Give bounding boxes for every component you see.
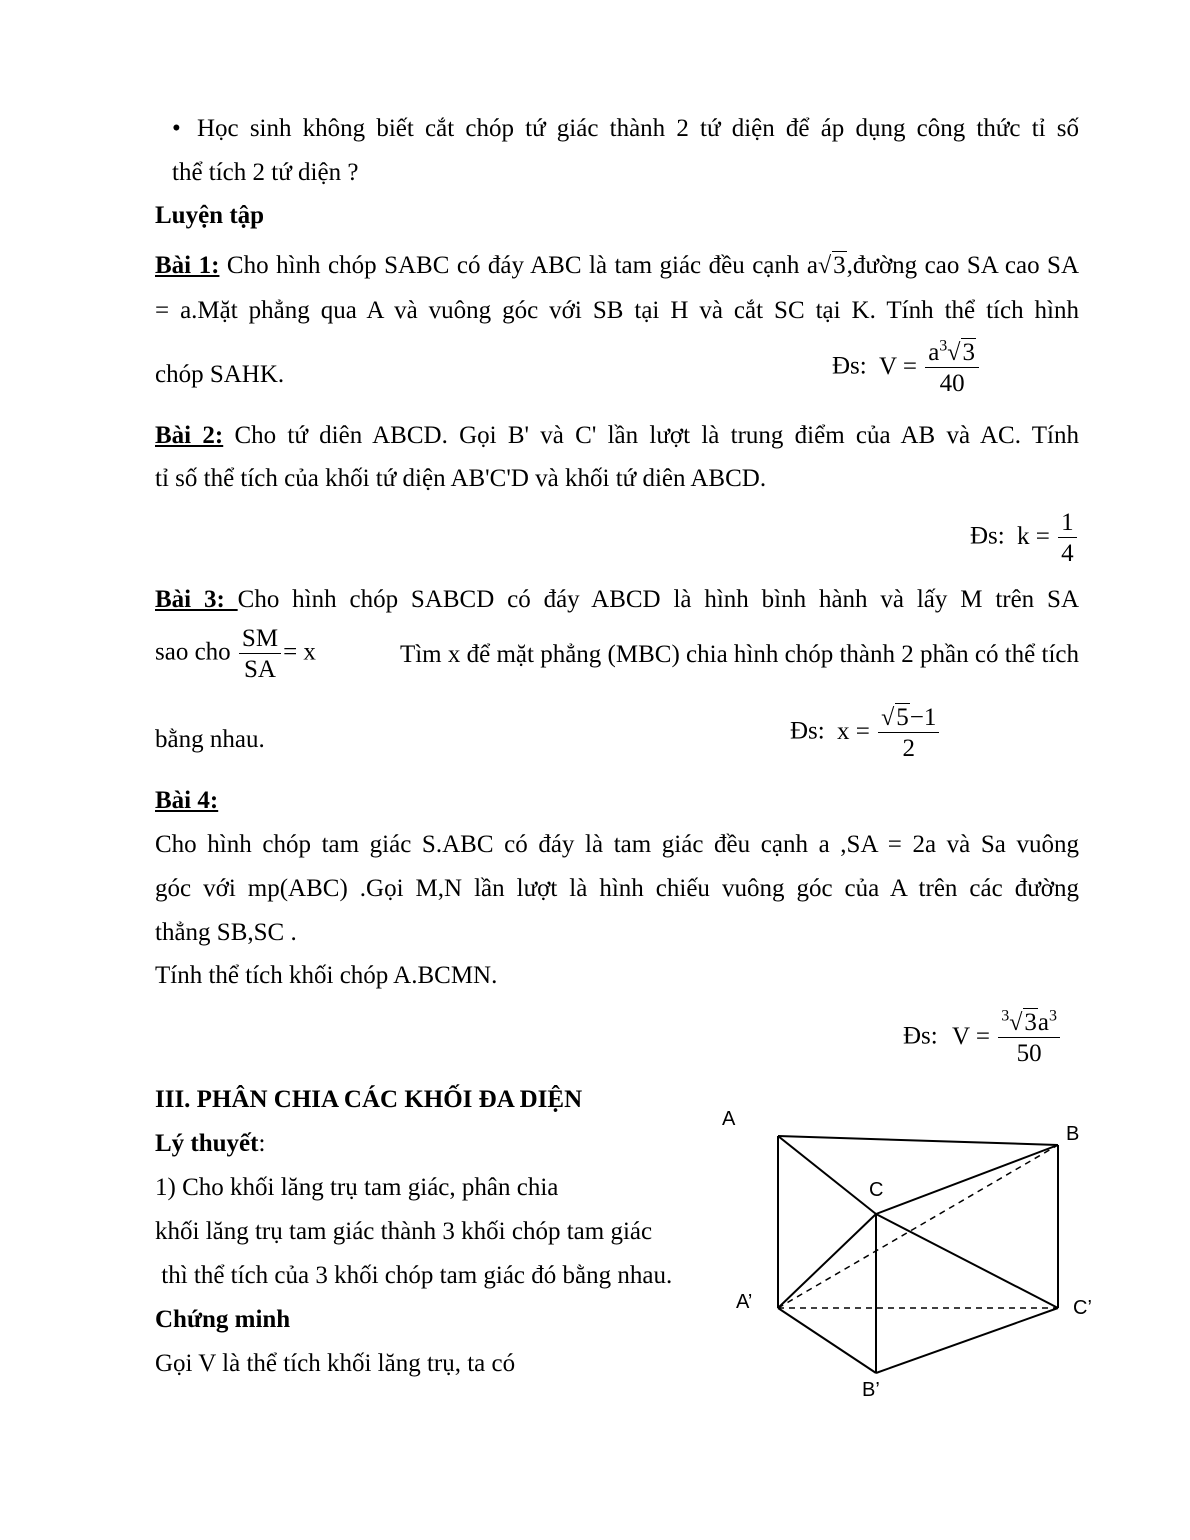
edge-Aprime-Bprime: [778, 1308, 876, 1373]
ex1-line-3: chóp SAHK.: [155, 361, 285, 388]
edge-B-C: [876, 1145, 1058, 1214]
figure-label-A-prime: A’: [736, 1291, 753, 1313]
figure-label-B-prime: B’: [862, 1379, 880, 1401]
figure-label-C: C: [869, 1179, 884, 1201]
ex1-text-a: Cho hình chóp SABC có đáy ABC là tam giác đều cạnh: [226, 252, 800, 279]
section-heading: III. PHÂN CHIA CÁC KHỐI ĐA DIỆN: [155, 1086, 583, 1113]
ex3-line-2-left: sao cho $\frac{SM}{SA}$ = x: [155, 625, 316, 683]
figure-label-B: B: [1066, 1123, 1080, 1145]
figure-label-A: A: [722, 1108, 736, 1130]
ex2-line-1: Bài 2: Cho tứ diên ABCD. Gọi B' và C' lần lượt là trung điểm của AB và AC. Tính: [155, 422, 1079, 449]
ex4-answer: Đs: V = $\frac{^3√3a^3}{50}$: [903, 1010, 1062, 1066]
edge-C-Cprime: [876, 1214, 1058, 1308]
theory-heading: Lý thuyết:: [155, 1130, 266, 1157]
ex1-math-side: a√3,đường cao SA: [806, 252, 998, 279]
edge-A-B: [778, 1136, 1058, 1145]
ex1-text-b: cao SA: [1004, 252, 1080, 279]
ex3-label: Bài 3:: [155, 586, 238, 613]
theory-item-1-line-1: 1) Cho khối lăng trụ tam giác, phân chia: [155, 1174, 559, 1201]
theory-item-1-line-3: thì thể tích của 3 khối chóp tam giác đó bằng nhau.: [155, 1262, 673, 1289]
edge-Aprime-C: [778, 1214, 876, 1308]
edge-Bprime-Cprime: [876, 1308, 1058, 1373]
ex1-line-2: = a.Mặt phẳng qua A và vuông góc với SB tại H và cắt SC tại K. Tính thể tích hình: [155, 297, 1079, 324]
practice-heading: Luyện tập: [155, 202, 265, 229]
ex2-line-2: tỉ số thể tích của khối tứ diện AB'C'D và khối tứ diên ABCD.: [155, 465, 767, 492]
ex4-line-4: Tính thể tích khối chóp A.BCMN.: [155, 962, 498, 989]
ex1-label: Bài 1:: [155, 252, 220, 279]
ex3-answer: Đs: x = $\frac{√5-1}{2}$: [790, 705, 941, 761]
edge-A-C: [778, 1136, 876, 1214]
ex3-line-1: Bài 3: Cho hình chóp SABCD có đáy ABCD là hình bình hành và lấy M trên SA: [155, 586, 1079, 613]
ex1-answer: Đs: V = $\frac{a^3√3}{40}$: [832, 340, 981, 396]
ex4-label: Bài 4:: [155, 787, 219, 814]
bullet-line-1: Học sinh không biết cắt chóp tứ giác thành 2 tứ diện để áp dụng công thức tỉ số: [197, 115, 1079, 142]
ex3-line-2-right: Tìm x để mặt phẳng (MBC) chia hình chóp thành 2 phần có thể tích: [399, 640, 1079, 668]
ex4-line-2: góc với mp(ABC) .Gọi M,N lần lượt là hình chiếu vuông góc của A trên các đường: [155, 875, 1079, 902]
bullet-line-2: thể tích 2 tứ diện ?: [172, 159, 359, 186]
ex4-line-3: thẳng SB,SC .: [155, 919, 297, 946]
bullet-symbol: •: [172, 115, 181, 142]
ex2-answer: Đs: k = $\frac{1}{4}$: [970, 510, 1079, 566]
ex3-line-3: bằng nhau.: [155, 726, 265, 753]
proof-line-1: Gọi V là thể tích khối lăng trụ, ta có: [155, 1350, 516, 1377]
proof-heading: Chứng minh: [155, 1306, 291, 1333]
figure-label-C-prime: C’: [1073, 1297, 1092, 1319]
ex2-label: Bài 2:: [155, 422, 224, 449]
theory-item-1-line-2: khối lăng trụ tam giác thành 3 khối chóp tam giác: [155, 1218, 653, 1245]
ex4-line-1: Cho hình chóp tam giác S.ABC có đáy là tam giác đều cạnh a ,SA = 2a và Sa vuông: [155, 831, 1079, 858]
